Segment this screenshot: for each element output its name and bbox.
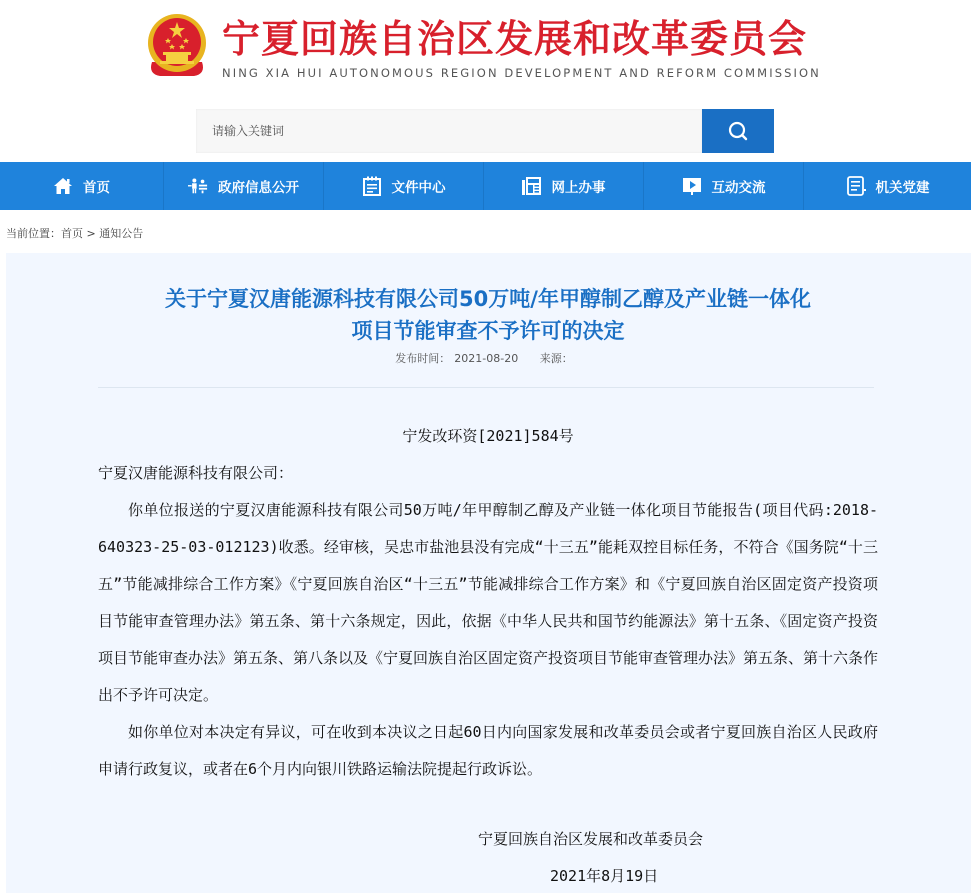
video-play-icon <box>682 176 702 196</box>
document-icon <box>362 176 382 196</box>
breadcrumb-prefix: 当前位置： <box>6 227 61 240</box>
article-title <box>98 283 878 347</box>
nav-item-interaction[interactable] <box>644 162 804 210</box>
addressee: 宁夏汉唐能源科技有限公司： <box>98 464 294 482</box>
search-bar <box>196 109 774 153</box>
article-meta <box>98 350 878 366</box>
breadcrumb-separator: > <box>86 227 96 240</box>
body-paragraph: 如你单位对本决定有异议，可在收到本决议之日起60日内向国家发展和改革委员会或者宁夏回族自治区人民政府申请行政复议，或者在6个月内向银川铁路运输法院提起行政诉讼。 <box>98 723 878 778</box>
search-button[interactable] <box>702 109 774 153</box>
nav-item-label: 政府信息公开 <box>218 180 299 196</box>
site-header <box>0 0 971 95</box>
nav-item-documents[interactable] <box>324 162 484 210</box>
signature-org: 宁夏回族自治区发展和改革委员会 <box>478 830 704 848</box>
people-info-icon <box>188 176 208 196</box>
signature-block <box>98 821 878 893</box>
breadcrumb-notices-link[interactable]: 通知公告 <box>99 227 144 240</box>
nav-item-home[interactable] <box>0 162 164 210</box>
publish-label: 发布时间： <box>395 352 451 365</box>
nav-item-party-building[interactable] <box>804 162 971 210</box>
article-body <box>98 418 878 788</box>
list-doc-icon <box>846 176 866 196</box>
nav-item-label: 机关党建 <box>875 180 930 196</box>
home-icon <box>53 176 73 196</box>
news-icon <box>522 176 542 196</box>
nav-item-label: 网上办事 <box>551 180 606 196</box>
breadcrumb <box>6 225 143 241</box>
site-subtitle: NING XIA HUI AUTONOMOUS REGION DEVELOPMENT AND REFORM COMMISSION <box>222 66 821 80</box>
main-nav <box>0 162 971 210</box>
title-divider <box>98 387 874 388</box>
document-number: 宁发改环资[2021]584号 <box>402 427 574 445</box>
article-title-line-1: 关于宁夏汉唐能源科技有限公司50万吨/年甲醇制乙醇及产业链一体化 <box>165 287 811 311</box>
article-title-line-2: 项目节能审查不予许可的决定 <box>351 319 625 343</box>
nav-item-online-services[interactable] <box>484 162 644 210</box>
search-icon <box>727 120 749 142</box>
site-title: 宁夏回族自治区发展和改革委员会 <box>222 17 808 61</box>
nav-item-gov-info[interactable] <box>164 162 324 210</box>
signature-date: 2021年8月19日 <box>550 867 659 885</box>
nav-item-label: 互动交流 <box>711 180 766 196</box>
nav-item-label: 文件中心 <box>391 180 446 196</box>
nav-item-label: 首页 <box>83 180 110 196</box>
article-panel <box>6 253 971 893</box>
national-emblem-icon <box>146 12 208 78</box>
search-input[interactable] <box>196 109 702 153</box>
source-label: 来源： <box>539 352 573 365</box>
publish-date: 2021-08-20 <box>454 352 519 365</box>
body-paragraph: 你单位报送的宁夏汉唐能源科技有限公司50万吨/年甲醇制乙醇及产业链一体化项目节能报告(项目代码:2018-640323-25-03-012123)收悉。经审核，吴忠市盐池县没有完成“十三五”能耗双控目标任务，不符合《国务院“十三五”节能减排综合工作方案》《宁夏回族自治区“十三五”节能减排综合工作方案》和《宁夏回族自治区固定资产投资项目节能审查管理办法》第五条、第十六条规定，因此，依据《中华人民共和国节约能源法》第十五条、《固定资产投资项目节能审查办法》第五条、第八条以及《宁夏回族自治区固定资产投资项目节能审查管理办法》第五条、第十六条作出不予许可决定。 <box>98 501 879 704</box>
breadcrumb-home-link[interactable]: 首页 <box>61 227 83 240</box>
